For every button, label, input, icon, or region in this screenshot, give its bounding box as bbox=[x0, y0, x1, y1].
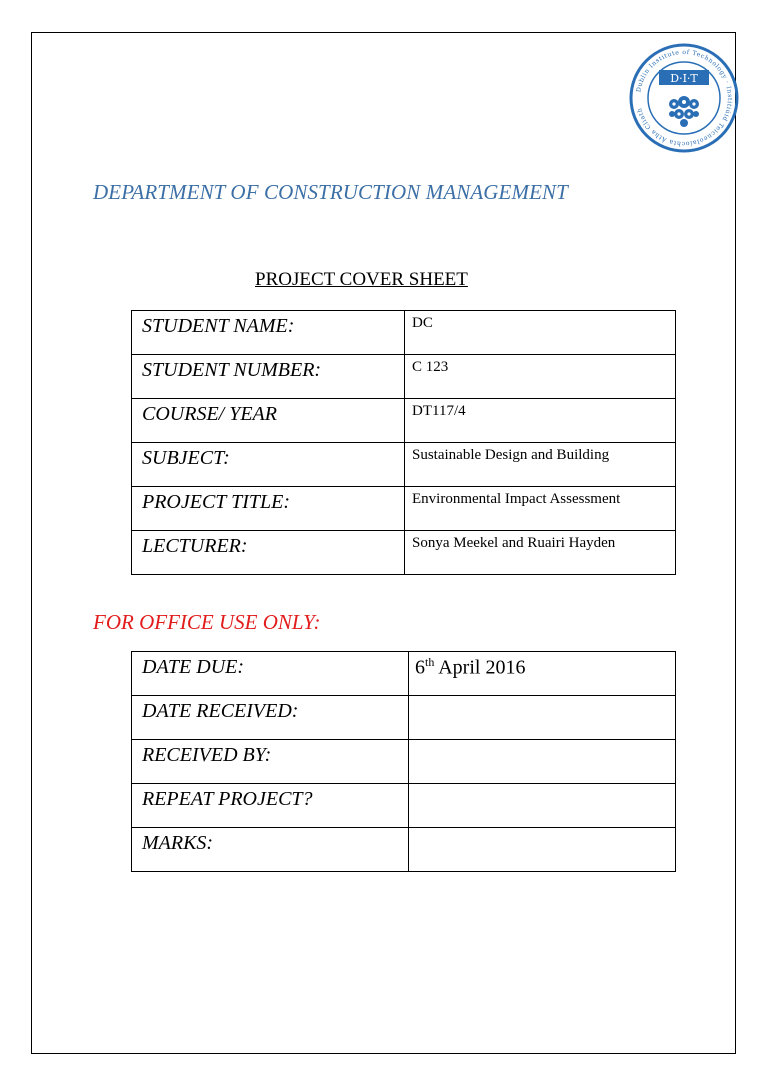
table-row bbox=[132, 399, 676, 443]
row-value: DT117/4 bbox=[405, 399, 676, 443]
department-heading: DEPARTMENT OF CONSTRUCTION MANAGEMENT bbox=[93, 180, 568, 204]
row-value: C 123 bbox=[405, 355, 676, 399]
row-value bbox=[409, 828, 676, 872]
row-value: DC bbox=[405, 311, 676, 355]
logo-abbreviation: D·I·T bbox=[670, 72, 698, 85]
row-label: STUDENT NUMBER: bbox=[132, 355, 405, 399]
table-row bbox=[132, 740, 676, 784]
row-label: DATE RECEIVED: bbox=[132, 696, 409, 740]
row-label: COURSE/ YEAR bbox=[132, 399, 405, 443]
date-due-value bbox=[409, 652, 676, 696]
table-row bbox=[132, 487, 676, 531]
row-label: DATE DUE: bbox=[132, 652, 409, 696]
row-value: Sonya Meekel and Ruairi Hayden bbox=[405, 531, 676, 575]
row-value bbox=[409, 696, 676, 740]
dit-logo bbox=[628, 42, 740, 154]
table-row bbox=[132, 311, 676, 355]
table-row bbox=[132, 696, 676, 740]
table-row bbox=[132, 531, 676, 575]
row-label: STUDENT NAME: bbox=[132, 311, 405, 355]
table-row bbox=[132, 784, 676, 828]
row-value bbox=[409, 784, 676, 828]
date-suffix: th bbox=[425, 655, 435, 669]
row-label: SUBJECT: bbox=[132, 443, 405, 487]
row-label: PROJECT TITLE: bbox=[132, 487, 405, 531]
student-details-table bbox=[131, 310, 676, 575]
row-label: LECTURER: bbox=[132, 531, 405, 575]
office-use-table bbox=[131, 651, 676, 872]
table-row bbox=[132, 355, 676, 399]
date-day: 6 bbox=[415, 656, 425, 679]
logo-ring-text: Dublin Institute of Technology · Institiúid Teicneolaíochta Átha Cliath bbox=[635, 48, 734, 148]
table-row bbox=[132, 828, 676, 872]
row-label: REPEAT PROJECT? bbox=[132, 784, 409, 828]
office-use-heading: FOR OFFICE USE ONLY: bbox=[93, 610, 321, 634]
table-row bbox=[132, 652, 676, 696]
row-value: Sustainable Design and Building bbox=[405, 443, 676, 487]
row-label: RECEIVED BY: bbox=[132, 740, 409, 784]
row-label: MARKS: bbox=[132, 828, 409, 872]
table-row bbox=[132, 443, 676, 487]
cover-sheet-title: PROJECT COVER SHEET bbox=[255, 269, 468, 290]
row-value: Environmental Impact Assessment bbox=[405, 487, 676, 531]
date-rest: April 2016 bbox=[434, 656, 526, 679]
row-value bbox=[409, 740, 676, 784]
